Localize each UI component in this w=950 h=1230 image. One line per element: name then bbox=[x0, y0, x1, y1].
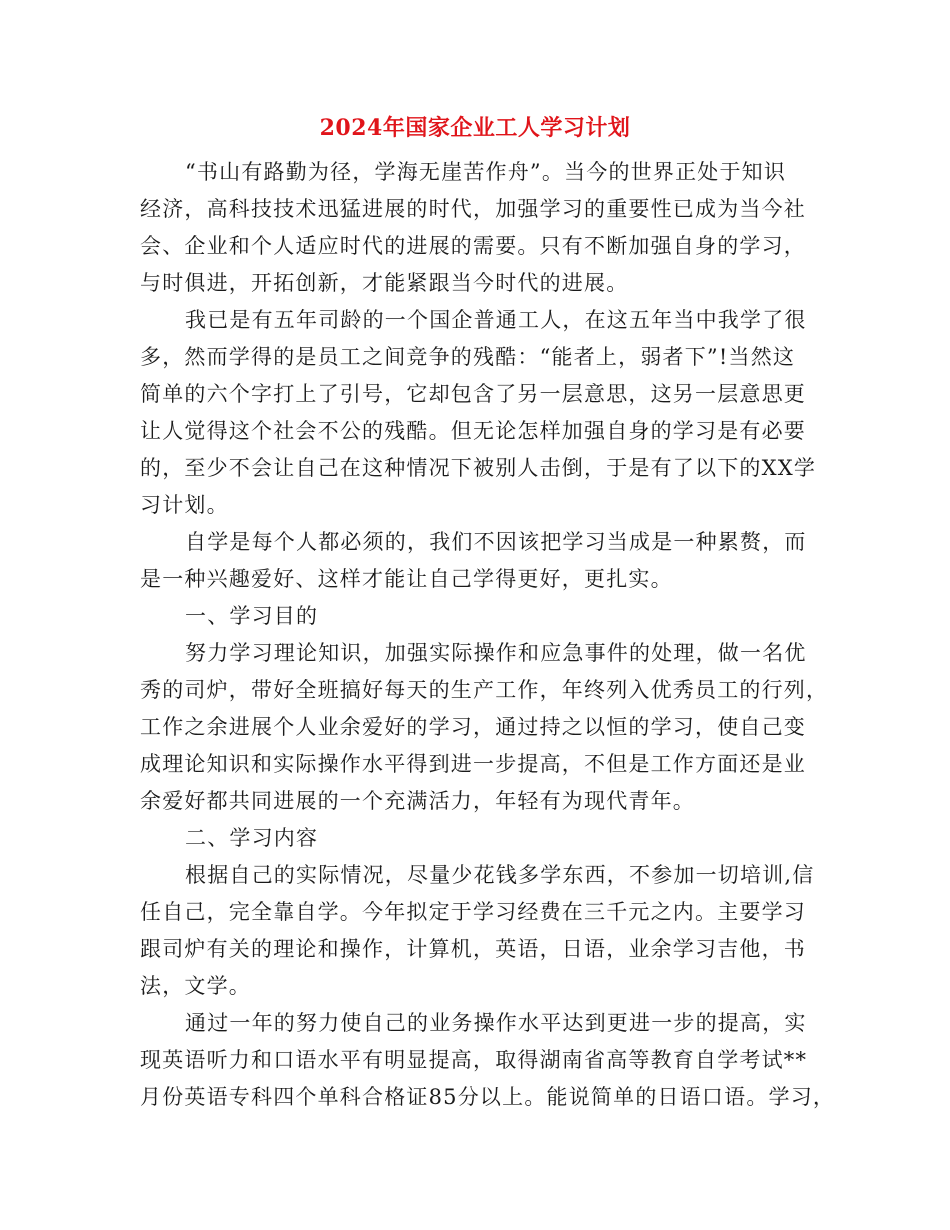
text-line: 成理论知识和实际操作水平得到进一步提高，不但是工作方面还是业 bbox=[140, 752, 806, 776]
document-body bbox=[140, 154, 836, 1116]
text-line: 现英语听力和口语水平有明显提高，取得湖南省高等教育自学考试** bbox=[140, 1048, 808, 1072]
text-line: 让人觉得这个社会不公的残酷。但无论怎样加强自身的学习是有必要 bbox=[140, 419, 806, 443]
text-line: 通过一年的努力使自己的业务操作水平达到更进一步的提高，实 bbox=[185, 1011, 807, 1035]
text-line: 我已是有五年司龄的一个国企普通工人，在这五年当中我学了很 bbox=[185, 308, 807, 332]
text-line: “书山有路勤为径，学海无崖苦作舟”。当今的世界正处于知识 bbox=[185, 160, 787, 184]
text-line: 跟司炉有关的理论和操作，计算机，英语，日语，业余学习吉他，书 bbox=[140, 937, 806, 961]
text-line: 多，然而学得的是员工之间竞争的残酷：“能者上，弱者下”!当然这 bbox=[140, 345, 796, 369]
text-line: 经济，高科技技术迅猛进展的时代，加强学习的重要性已成为当今社 bbox=[140, 197, 806, 221]
text-line: 秀的司炉，带好全班搞好每天的生产工作，年终列入优秀员工的行列， bbox=[140, 678, 829, 702]
text-line: 工作之余进展个人业余爱好的学习，通过持之以恒的学习，使自己变 bbox=[140, 715, 806, 739]
text-line: 月份英语专科四个单科合格证85分以上。能说简单的日语口语。学习， bbox=[140, 1085, 836, 1109]
text-line: 是一种兴趣爱好、这样才能让自己学得更好，更扎实。 bbox=[140, 567, 673, 591]
text-line: 习计划。 bbox=[140, 493, 229, 517]
text-line: 努力学习理论知识，加强实际操作和应急事件的处理，做一名优 bbox=[185, 641, 807, 665]
text-line: 任自己，完全靠自学。今年拟定于学习经费在三千元之内。主要学习 bbox=[140, 900, 806, 924]
document-title: 2024年国家企业工人学习计划 bbox=[319, 115, 631, 141]
text-line: 与时俱进，开拓创新，才能紧跟当今时代的进展。 bbox=[140, 271, 629, 295]
text-line: 法，文学。 bbox=[140, 974, 251, 998]
text-line: 根据自己的实际情况，尽量少花钱多学东西，不参加一切培训,信 bbox=[185, 863, 815, 887]
text-line: 二、学习内容 bbox=[185, 826, 319, 850]
text-line: 余爱好都共同进展的一个充满活力，年轻有为现代青年。 bbox=[140, 789, 695, 813]
text-line: 一、学习目的 bbox=[185, 604, 319, 628]
text-line: 的，至少不会让自己在这种情况下被别人击倒，于是有了以下的XX学 bbox=[140, 456, 817, 480]
text-line: 会、企业和个人适应时代的进展的需要。只有不断加强自身的学习， bbox=[140, 234, 806, 258]
text-line: 自学是每个人都必须的，我们不因该把学习当成是一种累赘，而 bbox=[185, 530, 807, 554]
text-line: 简单的六个字打上了引号，它却包含了另一层意思，这另一层意思更 bbox=[140, 382, 806, 406]
